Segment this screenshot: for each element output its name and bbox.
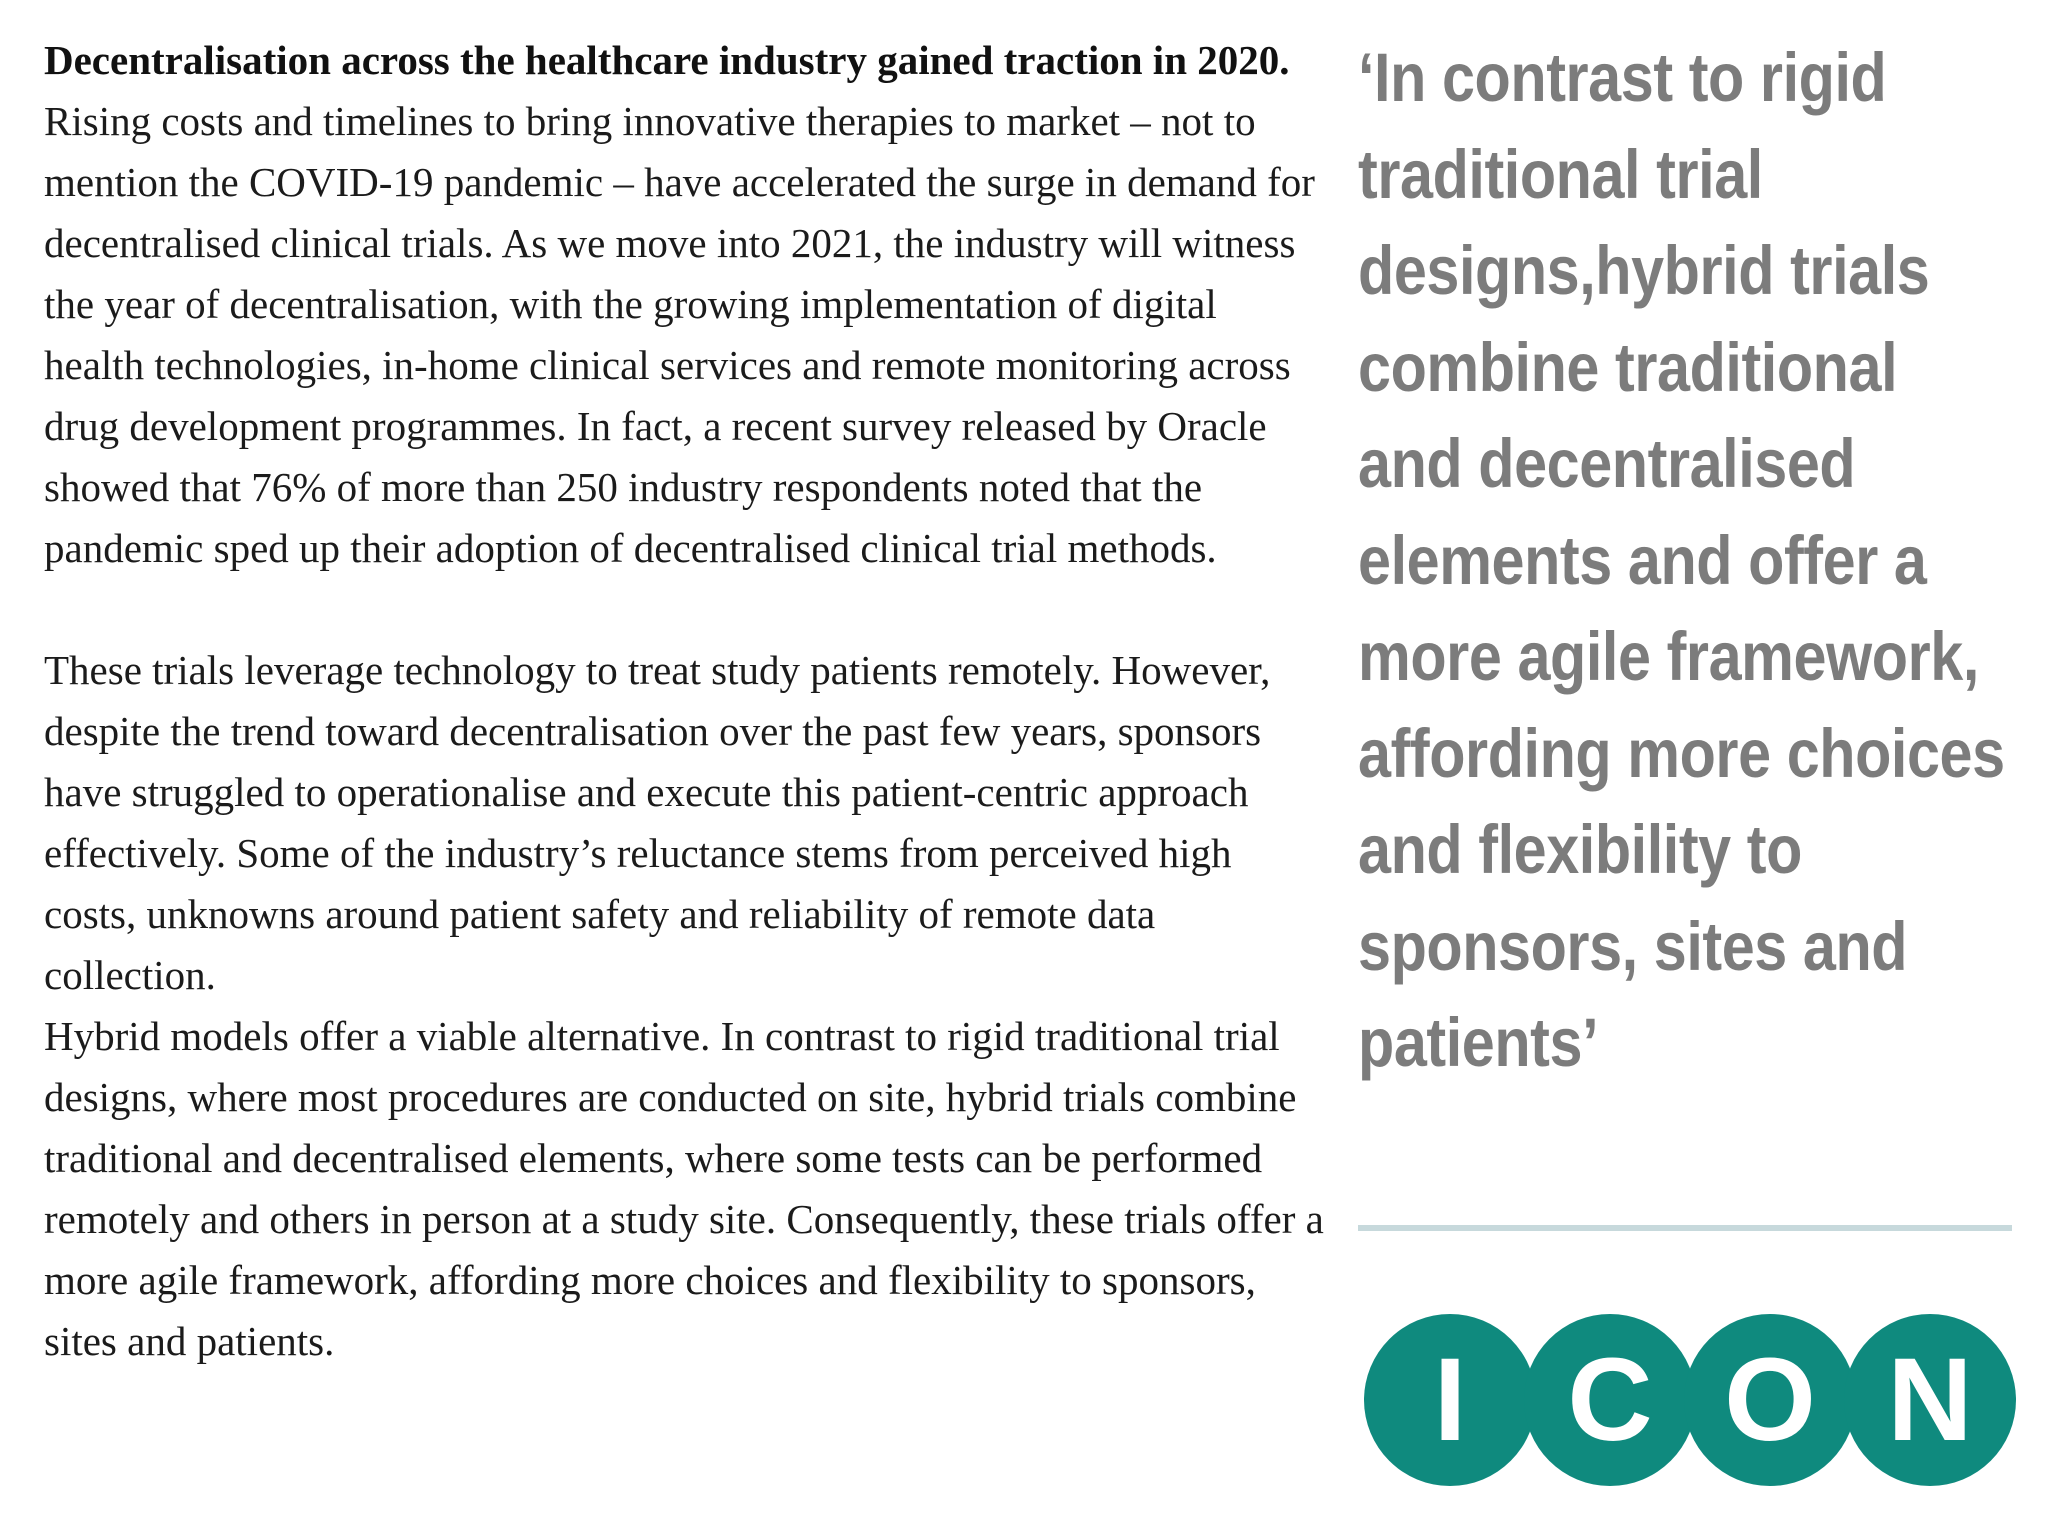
sidebar [1358,30,2018,1092]
logo-tail-shape [1650,1528,1910,1540]
quote-divider [1358,1225,2012,1231]
logo-letter-c: C [1567,1334,1653,1466]
logo-tagline-partial [1650,1528,1910,1540]
paragraph-1-text: Rising costs and timelines to bring innovative therapies to market – not to mention the COVID-19 pandemic – have accelerated the surge in demand for decentralised clinical trials. As we move into 2021, the industry will witness the year of decentralisation, with the growing implementation of digital health technologies, in-home clinical services and remote monitoring across drug development programmes. In fact, a recent survey released by Oracle showed that 76% of more than 250 industry respondents noted that the pandemic sped up their adoption of decentralised clinical trial methods. [44,98,1315,571]
logo-letter-o: O [1724,1334,1816,1466]
icon-logo [1362,1300,2016,1500]
paragraph-2: These trials leverage technology to treat study patients remotely. However, despite the trend toward decentralisation over the past few years, sponsors have struggled to operationalise and execute this patient-centric approach effectively. Some of the industry’s reluctance stems from perceived high costs, unknowns around patient safety and reliability of remote data collection. [44,647,1271,998]
logo-letter-n: N [1887,1334,1973,1466]
lede-sentence: Decentralisation across the healthcare industry gained traction in 2020. [44,37,1290,83]
article-body [44,30,1324,1372]
icon-logo-graphic [1362,1300,2016,1500]
logo-letter-i: I [1433,1334,1467,1466]
pull-quote: ‘In contrast to rigid traditional trial designs,hybrid trials combine traditional and decentralised elements and offer a more agile framework, affording more choices and flexibility to sponsors, sites and patients’ [1358,39,2005,1081]
paragraph-1 [44,30,1324,579]
paragraph-3: Hybrid models offer a viable alternative. In contrast to rigid traditional trial designs, where most procedures are conducted on site, hybrid trials combine traditional and decentralised elements, where some tests can be performed remotely and others in person at a study site. Consequently, these trials offer a more agile framework, affording more choices and flexibility to sponsors, sites and patients. [44,1013,1324,1364]
